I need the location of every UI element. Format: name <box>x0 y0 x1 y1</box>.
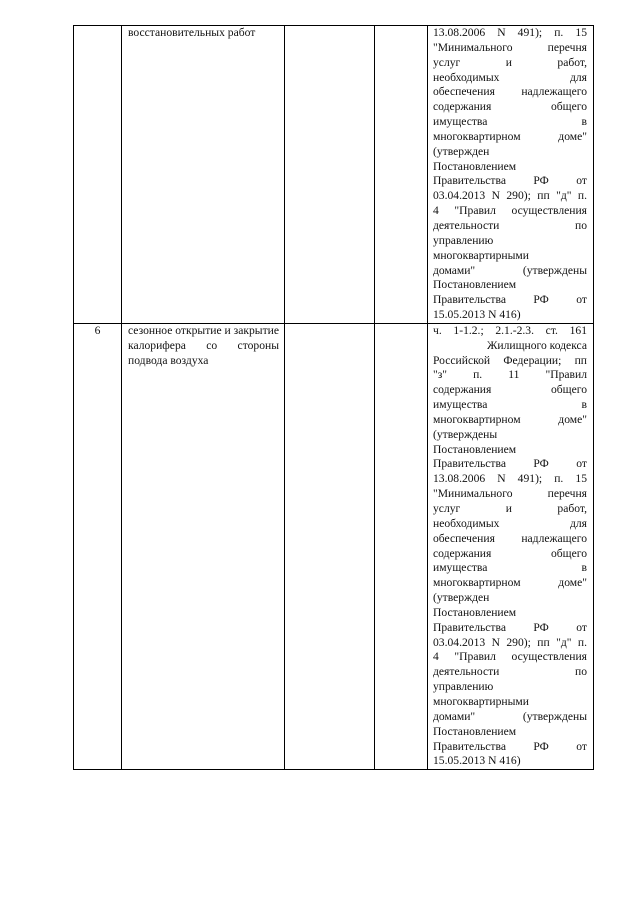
legal-basis-line: Правительства РФ от <box>433 620 587 634</box>
services-table <box>73 25 594 770</box>
legal-basis-line: управлению <box>433 680 494 694</box>
legal-basis-line: услуг и работ, <box>433 55 587 69</box>
legal-basis-line: 4 "Правил осуществления <box>433 650 587 664</box>
empty-cell-a <box>285 26 375 324</box>
row-number-cell: 6 <box>74 323 122 769</box>
legal-basis-line: (утвержден <box>433 591 490 605</box>
empty-cell-b <box>375 323 428 769</box>
legal-basis-line: обеспечения надлежащего <box>433 85 587 99</box>
legal-basis-line: домами" (утверждены <box>433 263 587 277</box>
legal-basis-line: необходимых для <box>433 70 587 84</box>
legal-basis-line: "з" п. 11 "Правил <box>433 368 587 382</box>
legal-basis-line: Правительства РФ от <box>433 174 587 188</box>
legal-basis-line: 03.04.2013 N 290); пп "д" п. <box>433 635 587 649</box>
legal-basis-line: содержания общего <box>433 383 587 397</box>
legal-basis-line: "Минимального перечня <box>433 40 587 54</box>
legal-basis-line: имущества в <box>433 115 587 129</box>
empty-cell-b <box>375 26 428 324</box>
legal-basis-line: содержания общего <box>433 100 587 114</box>
legal-basis-line: имущества в <box>433 561 587 575</box>
legal-basis-line: многоквартирными <box>433 694 529 708</box>
legal-basis-line: Российской Федерации; пп <box>433 353 587 367</box>
legal-basis-line: многоквартирными <box>433 248 529 262</box>
empty-cell-a <box>285 323 375 769</box>
legal-basis-line: Постановлением <box>433 724 517 738</box>
legal-basis-line: Правительства РФ от <box>433 739 587 753</box>
legal-basis-line: ч. 1-1.2.; 2.1.-2.3. ст. 161 <box>433 323 587 337</box>
legal-basis-line: 15.05.2013 N 416) <box>433 308 521 322</box>
work-name-cell: восстановительных работ <box>122 26 285 324</box>
legal-basis-line: многоквартирном доме" <box>433 576 587 590</box>
legal-basis-line: управлению <box>433 233 494 247</box>
legal-basis-line: Жилищного кодекса <box>486 338 587 352</box>
legal-basis-line: Правительства РФ от <box>433 293 587 307</box>
legal-basis-line: многоквартирном доме" <box>433 129 587 143</box>
legal-basis-line: "Минимального перечня <box>433 487 587 501</box>
row-number-cell <box>74 26 122 324</box>
legal-basis-line: Постановлением <box>433 278 517 292</box>
legal-basis-line: 03.04.2013 N 290); пп "д" п. <box>433 189 587 203</box>
legal-basis-line: Постановлением <box>433 605 517 619</box>
legal-basis-line: 4 "Правил осуществления <box>433 204 587 218</box>
legal-basis-line: 13.08.2006 N 491); п. 15 <box>433 472 587 486</box>
legal-basis-cell <box>428 26 594 324</box>
legal-basis-line: 13.08.2006 N 491); п. 15 <box>433 26 587 39</box>
legal-basis-line: (утверждены <box>433 427 498 441</box>
legal-basis-line: Постановлением <box>433 159 517 173</box>
legal-basis-line: 15.05.2013 N 416) <box>433 754 521 768</box>
legal-basis-line: содержания общего <box>433 546 587 560</box>
table-row <box>74 323 594 769</box>
legal-basis-cell <box>428 323 594 769</box>
legal-basis-line: деятельности по <box>433 218 587 232</box>
legal-basis-line: необходимых для <box>433 516 587 530</box>
legal-basis-line: Правительства РФ от <box>433 457 587 471</box>
legal-basis-line: домами" (утверждены <box>433 709 587 723</box>
legal-basis-line: услуг и работ, <box>433 502 587 515</box>
legal-basis-line: деятельности по <box>433 665 587 679</box>
legal-basis-line: многоквартирном доме" <box>433 412 587 426</box>
table-row <box>74 26 594 324</box>
work-name-cell: сезонное открытие и закрытие калорифера со стороны подвода воздуха <box>122 323 285 769</box>
legal-basis-line: имущества в <box>433 398 587 412</box>
legal-basis-line: (утвержден <box>433 144 490 158</box>
legal-basis-line: Постановлением <box>433 442 517 456</box>
legal-basis-line: обеспечения надлежащего <box>433 531 587 545</box>
